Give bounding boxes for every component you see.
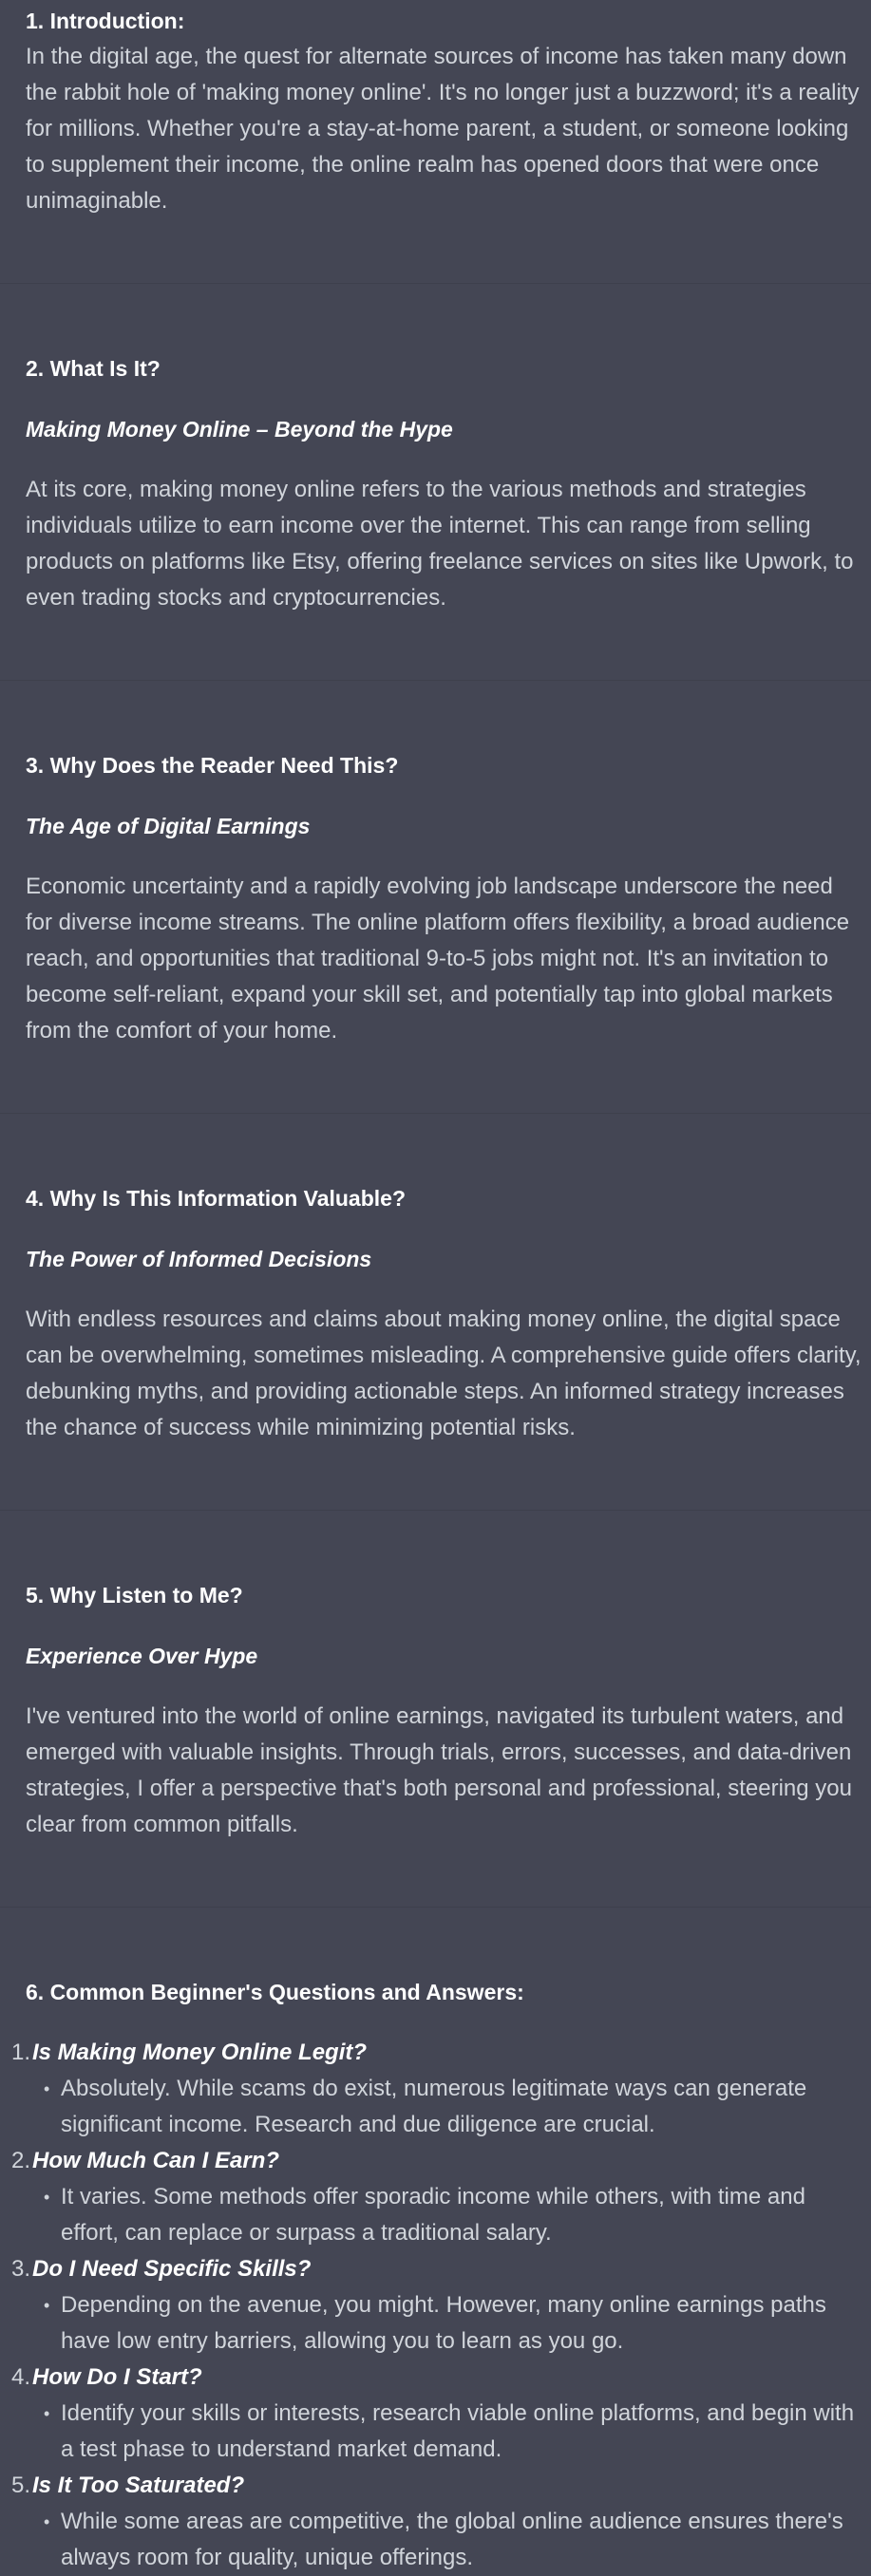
faq-number: 4. [11,2364,31,2390]
section-faq [0,1908,871,2576]
faq-answer-text: Absolutely. While scams do exist, numerous legitimate ways can generate significant income. Research and due diligence are crucial. [61,2076,807,2137]
section-body: I've ventured into the world of online earnings, navigated its turbulent waters, and emerged with valuable insights. Through trials, errors, successes, and data-driven strategies, I offer a perspective that's both personal and professional, steering you clear from common pitfalls. [26,1703,852,1837]
section-heading: 3. Why Does the Reader Need This? [26,753,399,778]
bullet-icon: • [44,2188,50,2207]
faq-list [0,2035,862,2576]
faq-answer-text: While some areas are competitive, the global online audience ensures there's always room for quality, unique offerings. [61,2509,843,2570]
faq-question: Do I Need Specific Skills? [32,2256,312,2282]
faq-answer-text: Identify your skills or interests, research viable online platforms, and begin with a test phase to understand market demand. [61,2400,855,2462]
section-body: Economic uncertainty and a rapidly evolving job landscape underscore the need for diverse income streams. The online platform offers flexibility, a broad audience reach, and opportunities that traditional 9-to-5 jobs might not. It's an invitation to become self-reliant, expand your skill set, and potentially tap into global markets from the comfort of your home. [26,874,850,1044]
section-heading: 4. Why Is This Information Valuable? [26,1186,407,1211]
faq-item [0,2360,862,2468]
section-subtitle: The Age of Digital Earnings [26,814,311,838]
section-what-is-it [0,284,871,616]
section-subtitle: Making Money Online – Beyond the Hype [26,417,453,442]
section-subtitle: Experience Over Hype [26,1644,258,1668]
bullet-icon: • [44,2079,50,2098]
faq-item [0,2143,862,2251]
faq-number: 3. [11,2256,31,2282]
section-body: With endless resources and claims about making money online, the digital space can be overwhelming, sometimes misleading. A comprehensive guide offers clarity, debunking myths, and providing actionable steps. An informed strategy increases the chance of success while minimizing potential risks. [26,1307,862,1440]
faq-item [0,2035,862,2143]
bullet-icon: • [44,2512,50,2531]
section-why-reader-needs [0,681,871,1049]
faq-number: 5. [11,2473,31,2498]
faq-answer [32,2396,862,2468]
faq-question: Is Making Money Online Legit? [32,2040,368,2065]
faq-answer-text: Depending on the avenue, you might. However, many online earnings paths have low entry barriers, allowing you to learn as you go. [61,2292,826,2354]
bullet-icon: • [44,2296,50,2315]
faq-question: Is It Too Saturated? [32,2473,245,2498]
bullet-icon: • [44,2404,50,2423]
section-heading: 6. Common Beginner's Questions and Answers: [26,1980,524,2004]
faq-answer-text: It varies. Some methods offer sporadic income while others, with time and effort, can replace or surpass a traditional salary. [61,2184,805,2246]
section-subtitle: The Power of Informed Decisions [26,1247,372,1271]
section-body: At its core, making money online refers to the various methods and strategies individuals utilize to earn income over the internet. This can range from selling products on platforms like Etsy, offering freelance services on sites like Upwork, to even trading stocks and cryptocurrencies. [26,477,854,611]
section-why-listen [0,1511,871,1843]
faq-answer [32,2179,862,2251]
faq-answer [32,2287,862,2360]
section-heading: 1. Introduction: [26,9,185,33]
faq-number: 1. [11,2040,31,2065]
faq-answer [32,2504,862,2576]
section-heading: 5. Why Listen to Me? [26,1583,243,1608]
faq-answer [32,2071,862,2143]
faq-item [0,2251,862,2360]
faq-number: 2. [11,2148,31,2173]
section-why-valuable [0,1114,871,1446]
section-body: In the digital age, the quest for alternate sources of income has taken many down the rabbit hole of 'making money online'. It's no longer just a buzzword; it's a reality for millions. Whether you're a stay-at-home parent, a student, or someone looking to supplement their income, the online realm has opened doors that were once unimaginable. [26,44,860,214]
faq-question: How Do I Start? [32,2364,202,2390]
section-introduction [0,0,871,219]
faq-item [0,2468,862,2576]
faq-question: How Much Can I Earn? [32,2148,280,2173]
section-heading: 2. What Is It? [26,356,161,381]
